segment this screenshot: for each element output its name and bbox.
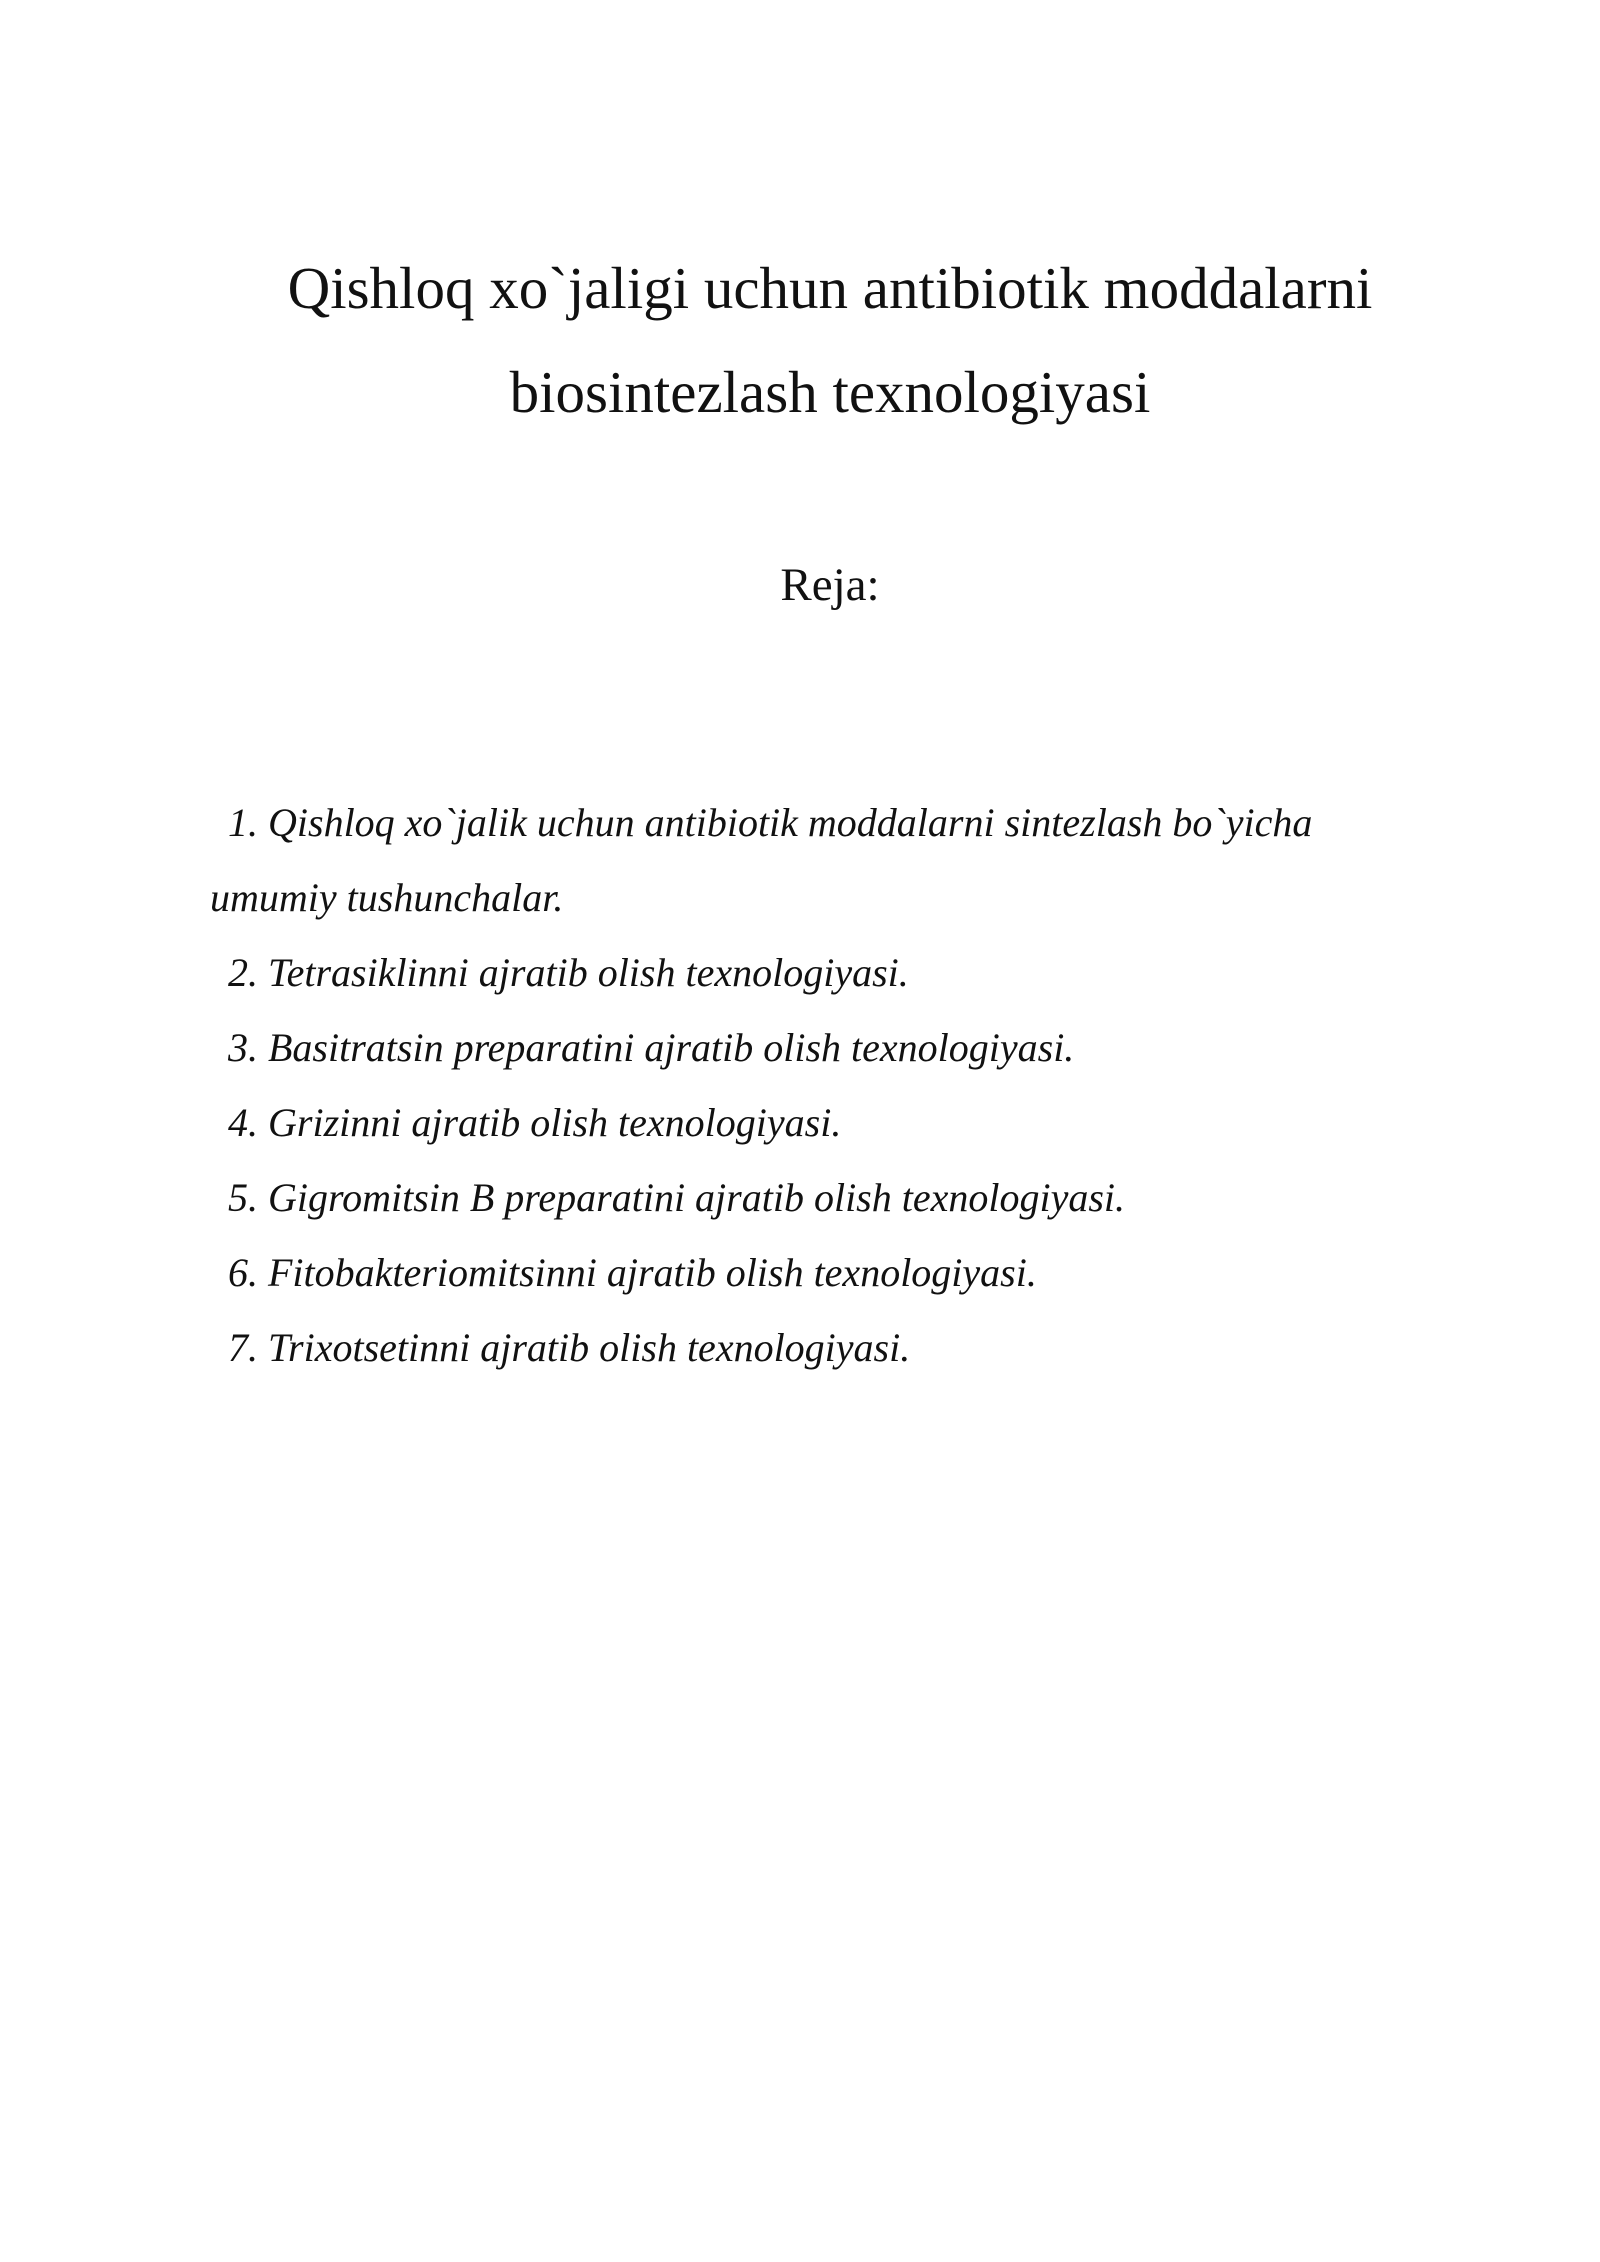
plan-item: 5. Gigromitsin B preparatini ajratib olish texnologiyasi. — [228, 1175, 1126, 1220]
plan-item: 7. Trixotsetinni ajratib olish texnologiyasi. — [228, 1325, 911, 1370]
document-title — [0, 236, 1600, 444]
title-line-1: Qishloq xo`jaligi uchun antibiotik moddalarni — [287, 255, 1373, 321]
title-line-2: biosintezlash texnologiyasi — [509, 359, 1151, 425]
plan-item: 1. Qishloq xo`jalik uchun antibiotik moddalarni sintezlash bo`yicha umumiy tushunchalar. — [210, 800, 1313, 920]
plan-item: 2. Tetrasiklinni ajratib olish texnologiyasi. — [228, 950, 909, 995]
plan-heading: Reja: — [780, 559, 880, 611]
plan-item: 6. Fitobakteriomitsinni ajratib olish texnologiyasi. — [228, 1250, 1037, 1295]
plan-list — [210, 785, 1410, 1385]
plan-item: 4. Grizinni ajratib olish texnologiyasi. — [228, 1100, 842, 1145]
plan-item: 3. Basitratsin preparatini ajratib olish texnologiyasi. — [228, 1025, 1075, 1070]
